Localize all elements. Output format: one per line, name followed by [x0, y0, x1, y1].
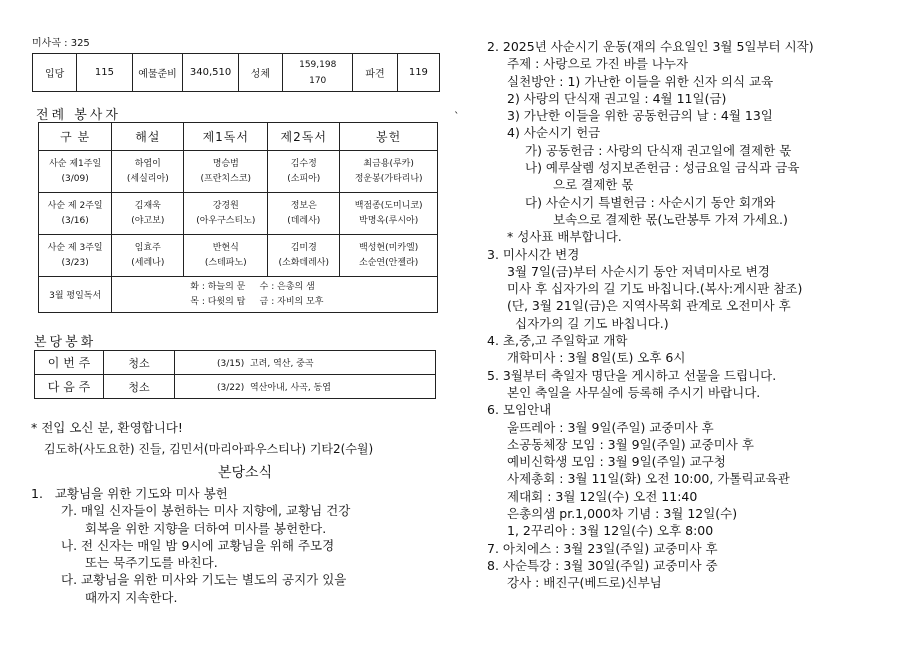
cleaning-task: 청소 [104, 351, 175, 375]
server-name: 정보은 [290, 200, 317, 211]
server-name: 김미경 [290, 242, 317, 253]
news-item: 때까지 지속한다. [85, 589, 178, 605]
news-item: 1. 교황님을 위한 기도와 미사 봉헌 [31, 486, 228, 501]
news-item: 6. 모임안내 [487, 402, 552, 418]
servers-row [39, 235, 438, 277]
attendance-table [32, 53, 440, 92]
welcome-title: * 전입 오신 분, 환영합니다! [31, 420, 183, 435]
news-item: 본인 축일을 사무실에 등록해 주시기 바랍니다. [507, 384, 761, 400]
cleaning-detail: (3/15) 고려, 역산, 중곡 [175, 351, 436, 375]
news-title: 본당소식 [218, 465, 273, 481]
news-item: 가. 매일 신자들이 봉헌하는 미사 지향에, 교황님 건강 [61, 503, 351, 519]
news-item: 실천방안 : 1) 가난한 이들을 위한 신자 의식 교육 [507, 73, 774, 89]
left-news-list [31, 485, 451, 606]
offertory-name: 박명옥(루시아) [359, 215, 419, 226]
news-item: 강사 : 배진구(베드로)신부님 [507, 575, 662, 591]
attendance-value: 170 [309, 75, 327, 86]
weekday-label: 3월 평일독서 [39, 277, 112, 313]
weekday-line: 목 : 다윗의 탑 금 : 자비의 모후 [190, 296, 324, 307]
server-name: 반현식 [212, 242, 239, 253]
attendance-cell: 파견 [353, 54, 397, 92]
news-item: * 성사표 배부합니다. [507, 229, 622, 245]
server-baptism: (스테파노) [204, 257, 247, 268]
news-item: 소공동체장 모임 : 3월 9일(주일) 교중미사 후 [507, 436, 754, 452]
server-baptism: (소화데레사) [278, 257, 329, 268]
week-label: 사순 제 2주일 [47, 200, 103, 211]
news-item: 5. 3월부터 축일자 명단을 게시하고 선물을 드립니다. [487, 367, 777, 383]
servers-header: 제1독서 [184, 123, 268, 151]
servers-header: 해설 [112, 123, 184, 151]
server-baptism: (데레사) [287, 215, 321, 226]
news-item: 은총의샘 pr.1,000차 기념 : 3월 12일(수) [507, 506, 738, 522]
servers-table [38, 122, 438, 313]
news-item: 제대회 : 3월 12일(수) 오전 11:40 [507, 488, 698, 504]
news-item: 개학미사 : 3월 8일(토) 오후 6시 [507, 350, 686, 366]
offertory-name: 백성현(미카엘) [359, 242, 419, 253]
news-item: 또는 묵주기도를 바친다. [85, 555, 218, 571]
news-item: (단, 3월 21일(금)은 지역사목회 관계로 오전미사 후 [507, 298, 791, 314]
cleaning-label: 다 음 주 [35, 375, 104, 399]
attendance-cell: 예물준비 [132, 54, 183, 92]
server-baptism: (프란치스코) [200, 173, 252, 184]
attendance-value: 159,198 [299, 59, 337, 70]
cleaning-task: 청소 [104, 375, 175, 399]
news-item: 가) 공동헌금 : 사랑의 단식재 권고일에 결제한 몫 [525, 142, 792, 158]
news-item: 다) 사순시기 특별헌금 : 사순시기 동안 회개와 [525, 194, 776, 210]
news-item: 3월 7일(금)부터 사순시기 동안 저녁미사로 변경 [507, 263, 770, 279]
news-item: 나) 예루살렘 성지보존헌금 : 성금요일 금식과 금육 [525, 160, 800, 176]
attendance-cell-communion [283, 54, 353, 92]
server-baptism: (세실리아) [126, 173, 169, 184]
news-item: 으로 결제한 몫 [553, 177, 634, 193]
news-item: 4) 사순시기 헌금 [507, 125, 601, 141]
attendance-cell: 성체 [238, 54, 282, 92]
server-baptism: (야고보) [131, 215, 165, 226]
cleaning-title: 본당봉화 [34, 335, 97, 350]
offertory-name: 백점종(도미니코) [354, 200, 423, 211]
news-item: 십자가의 길 기도 바칩니다.) [515, 315, 669, 331]
cleaning-table [34, 350, 436, 399]
stray-mark: ` [454, 110, 460, 123]
news-item: 7. 아치에스 : 3월 23일(주일) 교중미사 후 [487, 540, 718, 556]
server-name: 김재욱 [134, 200, 161, 211]
servers-title: 전례 봉사자 [36, 108, 121, 123]
news-item: 보속으로 결제한 몫(노란봉투 가져 가세요.) [553, 211, 788, 227]
news-item: 다. 교황님을 위한 미사와 기도는 별도의 공지가 있을 [61, 572, 347, 588]
servers-row [39, 151, 438, 193]
news-item: 3. 미사시간 변경 [487, 246, 580, 262]
servers-header: 구 분 [39, 123, 112, 151]
server-name: 임효주 [134, 242, 161, 253]
week-date: (3/09) [61, 173, 89, 184]
weekday-readings-row [39, 277, 438, 313]
server-baptism: (세레나) [131, 257, 165, 268]
servers-row [39, 193, 438, 235]
news-item: 3) 가난한 이들을 위한 공동헌금의 날 : 4월 13일 [507, 108, 773, 124]
server-name: 김수정 [290, 158, 317, 169]
news-item: 예비신학생 모임 : 3월 9일(주일) 교구청 [507, 454, 726, 470]
server-name: 하엽이 [134, 158, 161, 169]
news-item: 2) 사랑의 단식재 권고일 : 4월 11일(금) [507, 90, 727, 106]
week-label: 사순 제 3주일 [47, 242, 103, 253]
cleaning-row [35, 351, 436, 375]
server-name: 강경원 [212, 200, 239, 211]
news-item: 1, 2꾸리아 : 3월 12일(수) 오후 8:00 [507, 523, 714, 539]
attendance-cell: 119 [397, 54, 439, 92]
cleaning-label: 이 번 주 [35, 351, 104, 375]
news-item: 주제 : 사랑으로 가진 바를 나누자 [507, 56, 689, 72]
attendance-cell: 340,510 [183, 54, 238, 92]
offertory-name: 정운봉(가타리나) [354, 173, 423, 184]
weekday-line: 화 : 하늘의 문 수 : 은총의 샘 [190, 281, 315, 292]
news-item: 8. 사순특강 : 3월 30일(주일) 교중미사 중 [487, 557, 718, 573]
cleaning-detail: (3/22) 역산아내, 사곡, 동엽 [175, 375, 436, 399]
news-item: 사제총회 : 3월 11일(화) 오전 10:00, 가톨릭교육관 [507, 471, 790, 487]
server-baptism: (아우구스티노) [196, 215, 256, 226]
offertory-name: 소순연(안젤라) [359, 257, 419, 268]
news-item: 나. 전 신자는 매일 밤 9시에 교황님을 위해 주모경 [61, 537, 335, 553]
server-name: 명승범 [212, 158, 239, 169]
week-date: (3/23) [61, 257, 89, 268]
attendance-cell: 115 [77, 54, 132, 92]
right-news-list [487, 38, 902, 592]
news-item: 울뜨레아 : 3월 9일(주일) 교중미사 후 [507, 419, 714, 435]
servers-header: 제2독서 [268, 123, 340, 151]
news-item: 2. 2025년 사순시기 운동(재의 수요일인 3월 5일부터 시작) [487, 39, 814, 54]
cleaning-row [35, 375, 436, 399]
news-item: 미사 후 십자가의 길 기도 바칩니다.(복사:게시판 참조) [507, 281, 803, 297]
servers-header: 봉헌 [340, 123, 438, 151]
welcome-names: 김도하(사도요한) 진들, 김민서(마리아파우스티나) 기타2(수월) [44, 442, 374, 456]
news-item: 회복을 위한 지향을 더하여 미사를 봉헌한다. [85, 520, 327, 536]
hymn-number: 미사곡 : 325 [32, 38, 90, 49]
week-label: 사순 제1주일 [49, 158, 102, 169]
news-item: 4. 초,중,고 주일학교 개학 [487, 333, 628, 349]
attendance-cell: 입당 [33, 54, 77, 92]
server-baptism: (소피아) [287, 173, 321, 184]
offertory-name: 최금용(루카) [363, 158, 414, 169]
week-date: (3/16) [61, 215, 89, 226]
